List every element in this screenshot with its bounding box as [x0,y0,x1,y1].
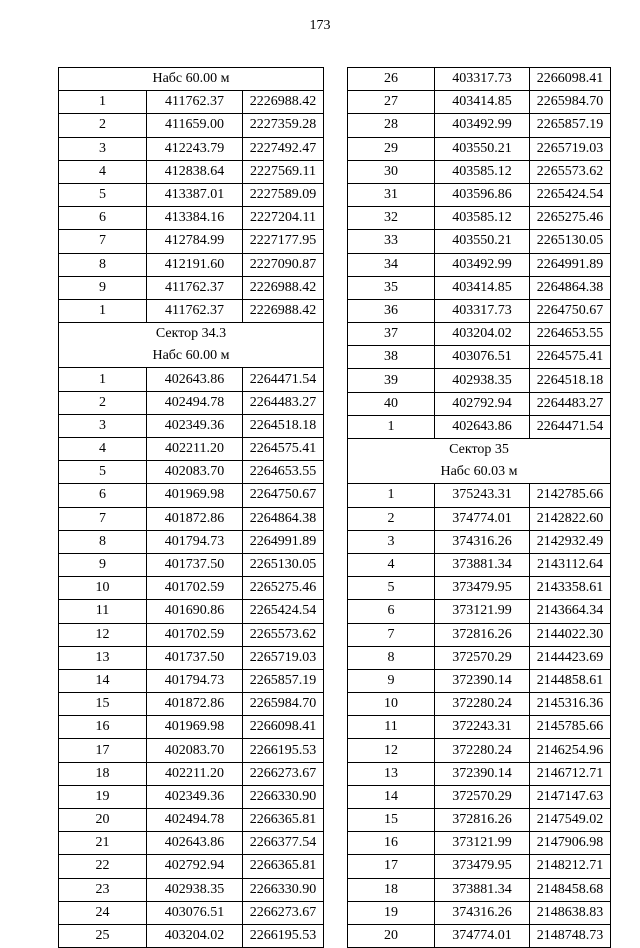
x-coordinate-cell: 402938.35 [435,369,530,392]
section-header: Набс 60.00 м [59,345,324,368]
point-number-cell: 2 [59,114,147,137]
x-coordinate-cell: 401702.59 [147,623,243,646]
section-header: Набс 60.03 м [348,461,611,484]
y-coordinate-cell: 2264483.27 [530,392,611,415]
section-header-row [59,323,324,346]
y-coordinate-cell: 2264575.41 [530,346,611,369]
y-coordinate-cell: 2148458.68 [530,878,611,901]
x-coordinate-cell: 402211.20 [147,438,243,461]
point-number-cell: 10 [348,693,435,716]
x-coordinate-cell: 401794.73 [147,530,243,553]
x-coordinate-cell: 403317.73 [435,68,530,91]
table-row [348,855,611,878]
y-coordinate-cell: 2264864.38 [243,507,324,530]
x-coordinate-cell: 373479.95 [435,577,530,600]
x-coordinate-cell: 372570.29 [435,646,530,669]
table-row [348,484,611,507]
y-coordinate-cell: 2226988.42 [243,276,324,299]
table-row [59,507,324,530]
point-number-cell: 16 [348,832,435,855]
table-row [59,276,324,299]
section-header-row [348,461,611,484]
table-row [348,577,611,600]
table-row [59,623,324,646]
x-coordinate-cell: 372280.24 [435,693,530,716]
x-coordinate-cell: 402349.36 [147,785,243,808]
y-coordinate-cell: 2148212.71 [530,855,611,878]
x-coordinate-cell: 374774.01 [435,507,530,530]
point-number-cell: 1 [59,299,147,322]
point-number-cell: 6 [348,600,435,623]
table-row [59,600,324,623]
table-row [59,553,324,576]
table-row [348,600,611,623]
y-coordinate-cell: 2265573.62 [243,623,324,646]
y-coordinate-cell: 2148748.73 [530,924,611,947]
y-coordinate-cell: 2227204.11 [243,207,324,230]
x-coordinate-cell: 401737.50 [147,646,243,669]
x-coordinate-cell: 403204.02 [435,323,530,346]
y-coordinate-cell: 2147906.98 [530,832,611,855]
y-coordinate-cell: 2264864.38 [530,276,611,299]
table-row [59,230,324,253]
table-row [59,414,324,437]
x-coordinate-cell: 401969.98 [147,484,243,507]
y-coordinate-cell: 2266195.53 [243,924,324,947]
table-row [59,878,324,901]
y-coordinate-cell: 2227492.47 [243,137,324,160]
y-coordinate-cell: 2265424.54 [530,183,611,206]
x-coordinate-cell: 402083.70 [147,739,243,762]
x-coordinate-cell: 373479.95 [435,855,530,878]
point-number-cell: 6 [59,484,147,507]
x-coordinate-cell: 372280.24 [435,739,530,762]
point-number-cell: 13 [59,646,147,669]
x-coordinate-cell: 402643.86 [147,832,243,855]
y-coordinate-cell: 2144022.30 [530,623,611,646]
y-coordinate-cell: 2265275.46 [530,207,611,230]
point-number-cell: 25 [59,924,147,947]
y-coordinate-cell: 2265984.70 [530,91,611,114]
table-row [59,484,324,507]
x-coordinate-cell: 403585.12 [435,160,530,183]
section-header-row [59,68,324,91]
point-number-cell: 29 [348,137,435,160]
point-number-cell: 14 [59,669,147,692]
x-coordinate-cell: 372816.26 [435,809,530,832]
point-number-cell: 14 [348,785,435,808]
point-number-cell: 12 [348,739,435,762]
point-number-cell: 20 [59,809,147,832]
point-number-cell: 23 [59,878,147,901]
table-row [59,669,324,692]
point-number-cell: 24 [59,901,147,924]
y-coordinate-cell: 2227589.09 [243,183,324,206]
point-number-cell: 4 [59,160,147,183]
table-row [59,693,324,716]
table-row [59,391,324,414]
point-number-cell: 8 [59,530,147,553]
y-coordinate-cell: 2264991.89 [530,253,611,276]
y-coordinate-cell: 2145316.36 [530,693,611,716]
table-row [59,785,324,808]
x-coordinate-cell: 372816.26 [435,623,530,646]
table-row [59,137,324,160]
y-coordinate-cell: 2264471.54 [243,368,324,391]
x-coordinate-cell: 401969.98 [147,716,243,739]
point-number-cell: 37 [348,323,435,346]
table-row [348,809,611,832]
right-coordinates-table-container [347,67,611,948]
x-coordinate-cell: 412191.60 [147,253,243,276]
point-number-cell: 20 [348,924,435,947]
section-header: Набс 60.00 м [59,68,324,91]
table-row [59,530,324,553]
point-number-cell: 3 [59,414,147,437]
x-coordinate-cell: 403550.21 [435,230,530,253]
y-coordinate-cell: 2266195.53 [243,739,324,762]
table-row [348,68,611,91]
x-coordinate-cell: 413387.01 [147,183,243,206]
x-coordinate-cell: 401794.73 [147,669,243,692]
point-number-cell: 5 [59,461,147,484]
point-number-cell: 3 [348,530,435,553]
table-row [348,507,611,530]
point-number-cell: 40 [348,392,435,415]
left-coordinates-table-container [58,67,324,948]
table-row [59,809,324,832]
y-coordinate-cell: 2264750.67 [530,299,611,322]
x-coordinate-cell: 411762.37 [147,276,243,299]
x-coordinate-cell: 375243.31 [435,484,530,507]
y-coordinate-cell: 2265424.54 [243,600,324,623]
x-coordinate-cell: 372390.14 [435,762,530,785]
point-number-cell: 21 [59,832,147,855]
x-coordinate-cell: 412838.64 [147,160,243,183]
point-number-cell: 8 [348,646,435,669]
y-coordinate-cell: 2142785.66 [530,484,611,507]
table-row [348,369,611,392]
x-coordinate-cell: 403596.86 [435,183,530,206]
point-number-cell: 15 [59,693,147,716]
y-coordinate-cell: 2266365.81 [243,855,324,878]
point-number-cell: 38 [348,346,435,369]
y-coordinate-cell: 2265984.70 [243,693,324,716]
point-number-cell: 2 [59,391,147,414]
y-coordinate-cell: 2264653.55 [530,323,611,346]
y-coordinate-cell: 2142932.49 [530,530,611,553]
point-number-cell: 34 [348,253,435,276]
point-number-cell: 16 [59,716,147,739]
y-coordinate-cell: 2264471.54 [530,415,611,438]
table-row [348,762,611,785]
point-number-cell: 9 [348,669,435,692]
section-header-row [348,439,611,462]
point-number-cell: 9 [59,276,147,299]
table-row [348,924,611,947]
point-number-cell: 19 [59,785,147,808]
x-coordinate-cell: 401702.59 [147,577,243,600]
x-coordinate-cell: 403414.85 [435,91,530,114]
y-coordinate-cell: 2265719.03 [530,137,611,160]
table-row [59,253,324,276]
y-coordinate-cell: 2227359.28 [243,114,324,137]
table-row [348,323,611,346]
y-coordinate-cell: 2264750.67 [243,484,324,507]
x-coordinate-cell: 402494.78 [147,809,243,832]
y-coordinate-cell: 2264653.55 [243,461,324,484]
point-number-cell: 32 [348,207,435,230]
table-row [348,276,611,299]
x-coordinate-cell: 403585.12 [435,207,530,230]
table-row [348,346,611,369]
right-coordinates-table [347,67,611,948]
x-coordinate-cell: 403317.73 [435,299,530,322]
x-coordinate-cell: 373121.99 [435,832,530,855]
point-number-cell: 36 [348,299,435,322]
x-coordinate-cell: 401872.86 [147,693,243,716]
table-row [348,623,611,646]
table-row [348,114,611,137]
point-number-cell: 35 [348,276,435,299]
y-coordinate-cell: 2148638.83 [530,901,611,924]
point-number-cell: 17 [59,739,147,762]
table-row [59,299,324,322]
x-coordinate-cell: 401737.50 [147,553,243,576]
table-row [348,901,611,924]
table-row [348,392,611,415]
y-coordinate-cell: 2227090.87 [243,253,324,276]
left-coordinates-table [58,67,324,948]
table-row [348,183,611,206]
y-coordinate-cell: 2147147.63 [530,785,611,808]
table-row [348,137,611,160]
y-coordinate-cell: 2266098.41 [243,716,324,739]
x-coordinate-cell: 403492.99 [435,114,530,137]
section-header: Сектор 34.3 [59,323,324,346]
x-coordinate-cell: 401690.86 [147,600,243,623]
table-row [59,183,324,206]
x-coordinate-cell: 402494.78 [147,391,243,414]
x-coordinate-cell: 413384.16 [147,207,243,230]
y-coordinate-cell: 2227177.95 [243,230,324,253]
x-coordinate-cell: 402643.86 [435,415,530,438]
point-number-cell: 11 [59,600,147,623]
y-coordinate-cell: 2266098.41 [530,68,611,91]
table-row [348,91,611,114]
point-number-cell: 22 [59,855,147,878]
y-coordinate-cell: 2266365.81 [243,809,324,832]
point-number-cell: 1 [59,368,147,391]
y-coordinate-cell: 2143112.64 [530,553,611,576]
point-number-cell: 26 [348,68,435,91]
x-coordinate-cell: 402211.20 [147,762,243,785]
point-number-cell: 17 [348,855,435,878]
page-number: 173 [309,18,331,33]
x-coordinate-cell: 373881.34 [435,878,530,901]
y-coordinate-cell: 2266273.67 [243,762,324,785]
y-coordinate-cell: 2143664.34 [530,600,611,623]
x-coordinate-cell: 403492.99 [435,253,530,276]
table-row [348,230,611,253]
y-coordinate-cell: 2265719.03 [243,646,324,669]
table-row [59,438,324,461]
x-coordinate-cell: 403550.21 [435,137,530,160]
x-coordinate-cell: 372243.31 [435,716,530,739]
point-number-cell: 15 [348,809,435,832]
table-row [59,716,324,739]
table-row [348,739,611,762]
x-coordinate-cell: 412243.79 [147,137,243,160]
point-number-cell: 33 [348,230,435,253]
x-coordinate-cell: 402792.94 [147,855,243,878]
point-number-cell: 1 [348,484,435,507]
table-row [348,253,611,276]
x-coordinate-cell: 403076.51 [435,346,530,369]
point-number-cell: 10 [59,577,147,600]
x-coordinate-cell: 403204.02 [147,924,243,947]
y-coordinate-cell: 2146712.71 [530,762,611,785]
table-row [59,114,324,137]
table-row [348,669,611,692]
point-number-cell: 2 [348,507,435,530]
y-coordinate-cell: 2266377.54 [243,832,324,855]
y-coordinate-cell: 2265130.05 [243,553,324,576]
x-coordinate-cell: 374316.26 [435,530,530,553]
y-coordinate-cell: 2144858.61 [530,669,611,692]
table-row [348,693,611,716]
point-number-cell: 3 [59,137,147,160]
y-coordinate-cell: 2142822.60 [530,507,611,530]
point-number-cell: 18 [348,878,435,901]
point-number-cell: 11 [348,716,435,739]
y-coordinate-cell: 2226988.42 [243,299,324,322]
table-row [59,91,324,114]
section-header-row [59,345,324,368]
table-row [59,832,324,855]
table-row [348,553,611,576]
x-coordinate-cell: 374774.01 [435,924,530,947]
point-number-cell: 8 [59,253,147,276]
y-coordinate-cell: 2145785.66 [530,716,611,739]
y-coordinate-cell: 2265857.19 [243,669,324,692]
table-row [348,207,611,230]
point-number-cell: 7 [59,230,147,253]
y-coordinate-cell: 2264575.41 [243,438,324,461]
table-row [348,299,611,322]
point-number-cell: 39 [348,369,435,392]
table-row [59,924,324,947]
table-row [348,530,611,553]
table-row [348,785,611,808]
y-coordinate-cell: 2265573.62 [530,160,611,183]
point-number-cell: 12 [59,623,147,646]
x-coordinate-cell: 402938.35 [147,878,243,901]
x-coordinate-cell: 374316.26 [435,901,530,924]
table-row [348,415,611,438]
point-number-cell: 4 [348,553,435,576]
y-coordinate-cell: 2227569.11 [243,160,324,183]
point-number-cell: 6 [59,207,147,230]
table-row [59,855,324,878]
x-coordinate-cell: 373121.99 [435,600,530,623]
table-row [59,368,324,391]
x-coordinate-cell: 412784.99 [147,230,243,253]
table-row [348,160,611,183]
x-coordinate-cell: 411659.00 [147,114,243,137]
point-number-cell: 18 [59,762,147,785]
x-coordinate-cell: 402792.94 [435,392,530,415]
point-number-cell: 27 [348,91,435,114]
table-row [59,901,324,924]
table-row [59,207,324,230]
x-coordinate-cell: 372390.14 [435,669,530,692]
point-number-cell: 5 [348,577,435,600]
y-coordinate-cell: 2147549.02 [530,809,611,832]
table-row [59,577,324,600]
x-coordinate-cell: 403076.51 [147,901,243,924]
table-row [59,160,324,183]
x-coordinate-cell: 411762.37 [147,299,243,322]
section-header: Сектор 35 [348,439,611,462]
point-number-cell: 4 [59,438,147,461]
x-coordinate-cell: 402643.86 [147,368,243,391]
x-coordinate-cell: 403414.85 [435,276,530,299]
table-row [59,646,324,669]
table-row [348,878,611,901]
table-row [348,646,611,669]
table-row [59,739,324,762]
x-coordinate-cell: 372570.29 [435,785,530,808]
point-number-cell: 30 [348,160,435,183]
point-number-cell: 5 [59,183,147,206]
y-coordinate-cell: 2265857.19 [530,114,611,137]
x-coordinate-cell: 402083.70 [147,461,243,484]
y-coordinate-cell: 2146254.96 [530,739,611,762]
table-row [348,832,611,855]
y-coordinate-cell: 2265275.46 [243,577,324,600]
y-coordinate-cell: 2265130.05 [530,230,611,253]
point-number-cell: 7 [59,507,147,530]
point-number-cell: 28 [348,114,435,137]
y-coordinate-cell: 2264991.89 [243,530,324,553]
table-row [59,461,324,484]
point-number-cell: 31 [348,183,435,206]
y-coordinate-cell: 2144423.69 [530,646,611,669]
point-number-cell: 1 [59,91,147,114]
table-row [348,716,611,739]
point-number-cell: 9 [59,553,147,576]
x-coordinate-cell: 401872.86 [147,507,243,530]
table-row [59,762,324,785]
point-number-cell: 19 [348,901,435,924]
x-coordinate-cell: 402349.36 [147,414,243,437]
point-number-cell: 7 [348,623,435,646]
point-number-cell: 13 [348,762,435,785]
x-coordinate-cell: 373881.34 [435,553,530,576]
y-coordinate-cell: 2266330.90 [243,878,324,901]
x-coordinate-cell: 411762.37 [147,91,243,114]
y-coordinate-cell: 2266330.90 [243,785,324,808]
y-coordinate-cell: 2226988.42 [243,91,324,114]
y-coordinate-cell: 2264518.18 [530,369,611,392]
point-number-cell: 1 [348,415,435,438]
y-coordinate-cell: 2266273.67 [243,901,324,924]
y-coordinate-cell: 2264483.27 [243,391,324,414]
y-coordinate-cell: 2264518.18 [243,414,324,437]
y-coordinate-cell: 2143358.61 [530,577,611,600]
